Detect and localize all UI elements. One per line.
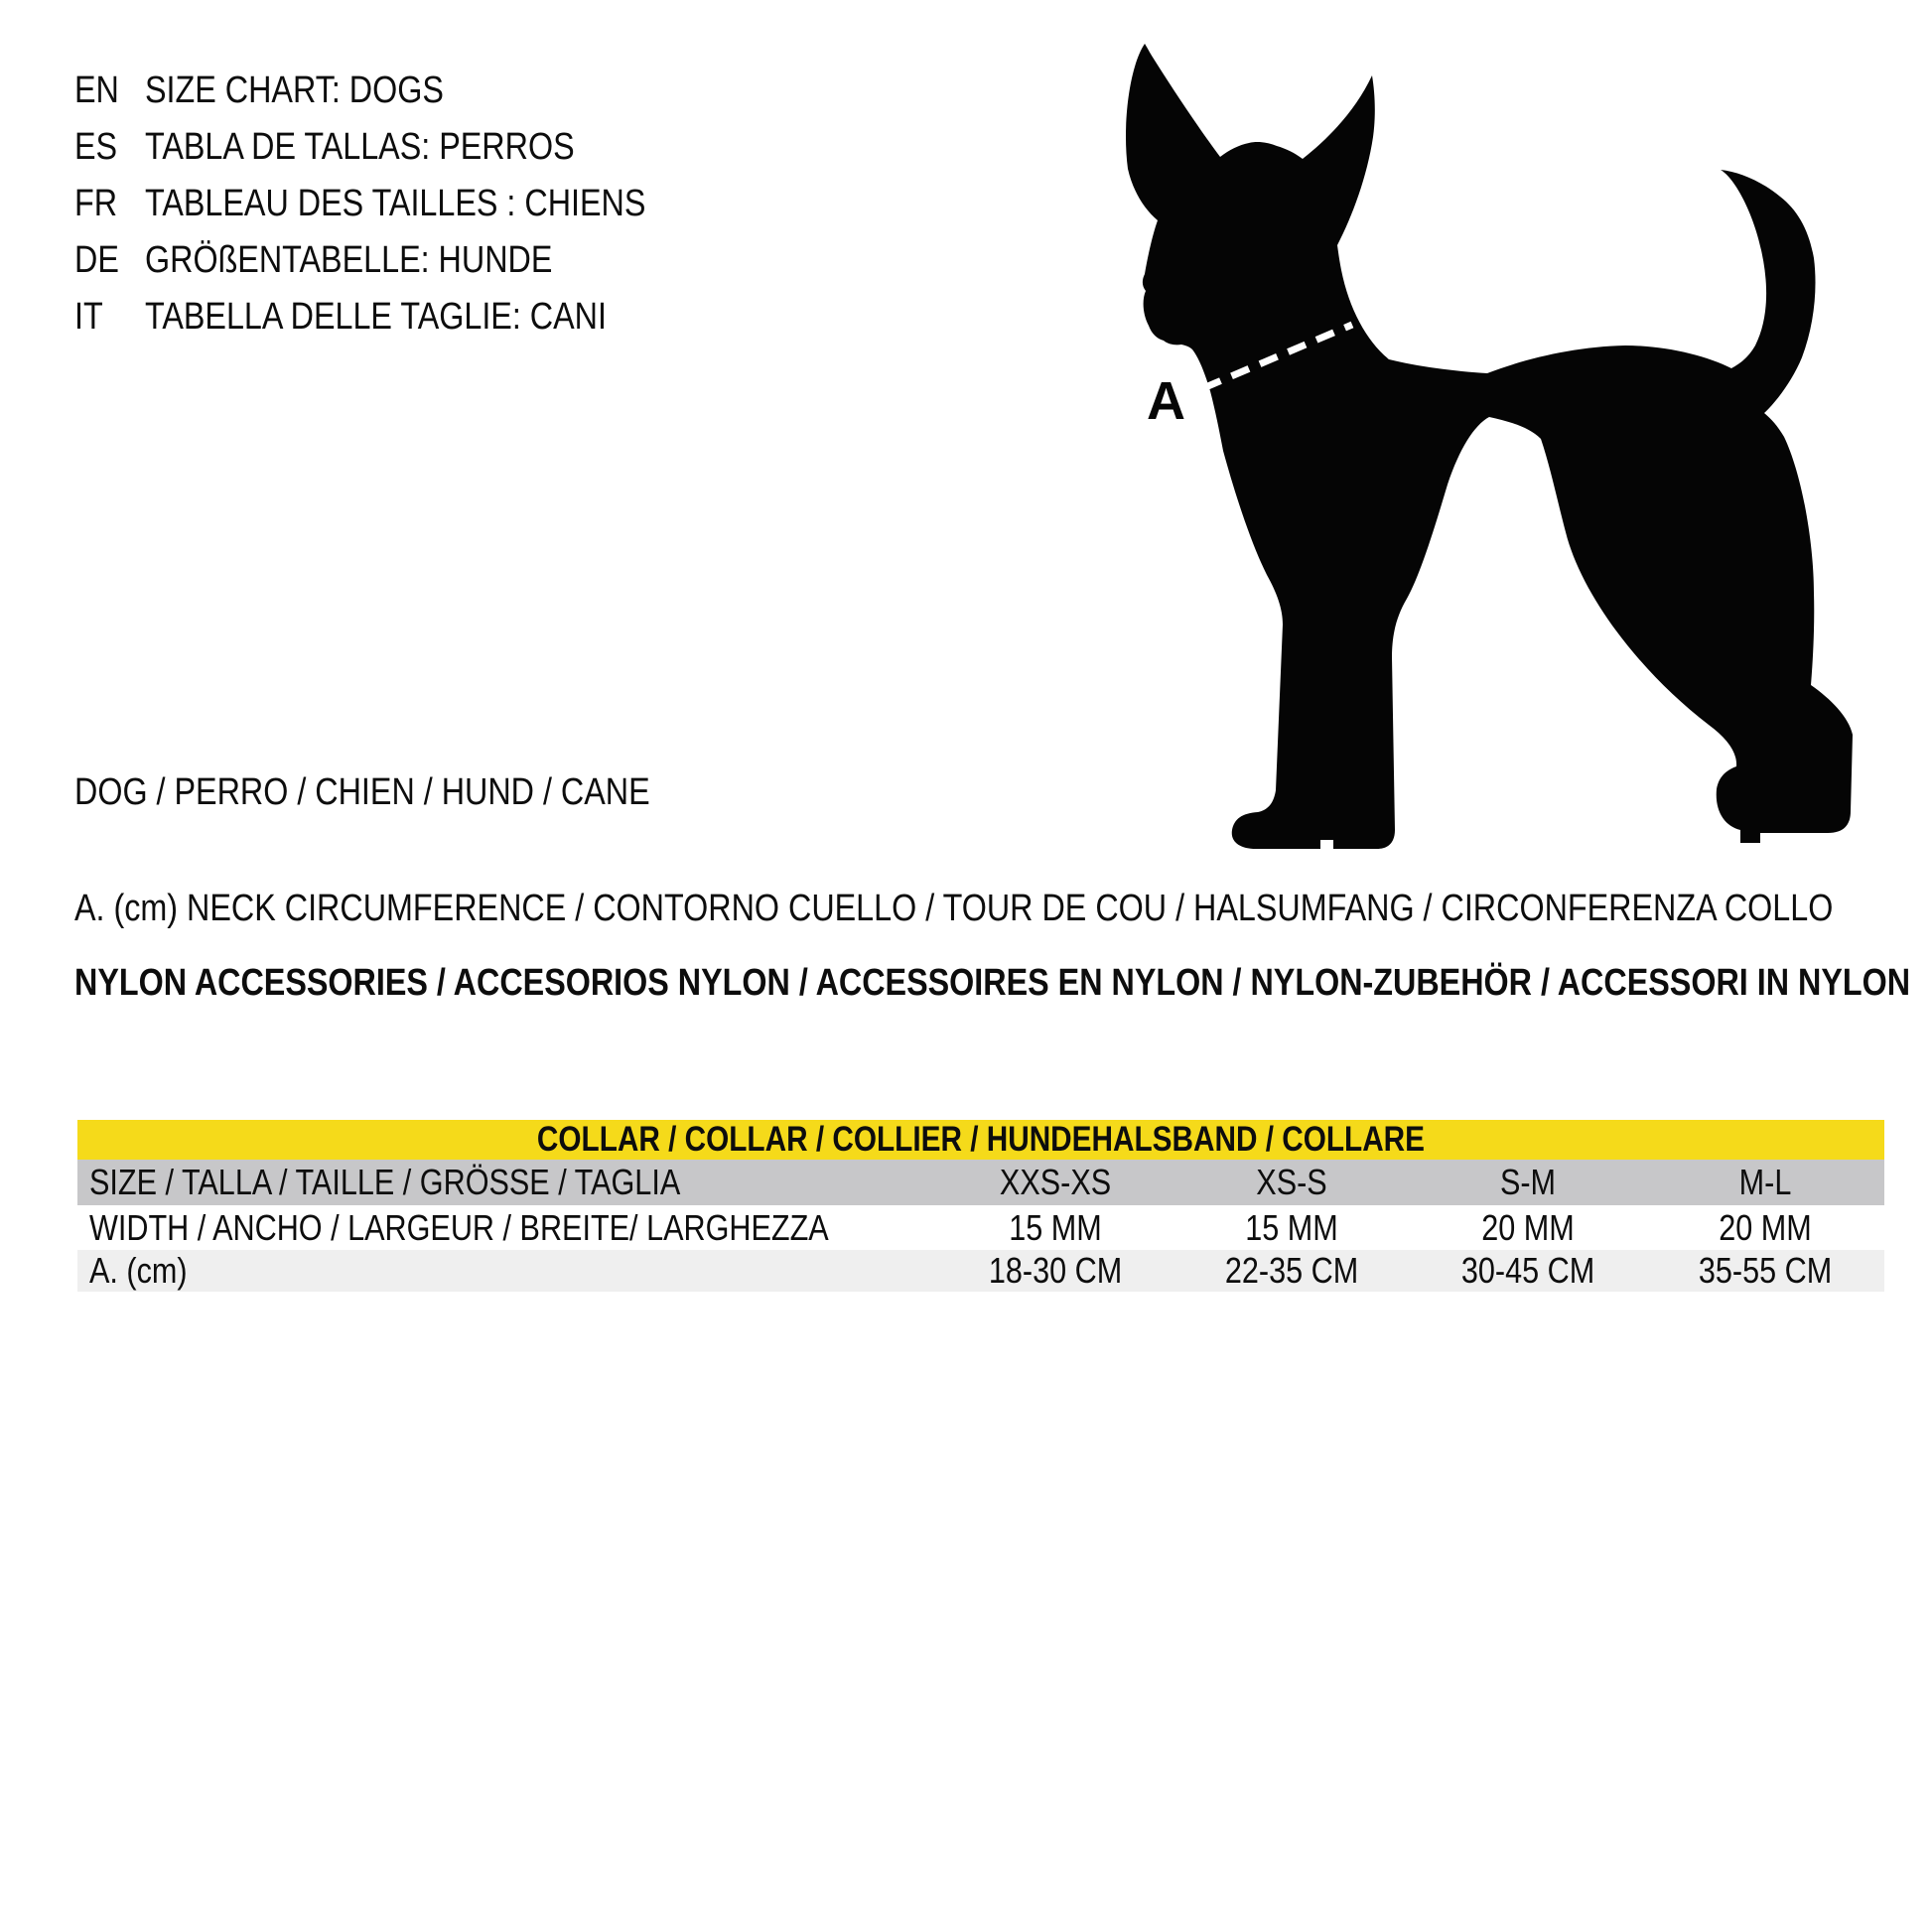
width-row-label: WIDTH / ANCHO / LARGEUR / BREITE/ LARGHEZZA	[89, 1206, 829, 1248]
lang-row-en	[74, 63, 734, 119]
table-row-width	[77, 1205, 1884, 1250]
measurement-note	[74, 886, 1932, 931]
lang-code-fr: FR	[74, 183, 118, 224]
size-value-3: S-M	[1499, 1162, 1557, 1202]
lang-row-es	[74, 119, 734, 176]
dog-caption	[74, 769, 752, 815]
material-note	[74, 959, 1932, 1007]
dog-caption-text: DOG / PERRO / CHIEN / HUND / CANE	[74, 771, 650, 813]
neck-value-4: 35-55 CM	[1698, 1250, 1833, 1291]
dog-silhouette-svg	[1092, 30, 1932, 864]
measurement-note-text: A. (cm) NECK CIRCUMFERENCE / CONTORNO CUELLO / TOUR DE COU / HALSUMFANG / CIRCONFERENZA COLLO	[74, 888, 1834, 929]
size-value-4: M-L	[1738, 1162, 1792, 1202]
neck-value-2: 22-35 CM	[1224, 1250, 1359, 1291]
table-row-size	[77, 1160, 1884, 1205]
lang-code-en: EN	[74, 69, 119, 111]
table-title-text: COLLAR / COLLAR / COLLIER / HUNDEHALSBAND / COLLARE	[536, 1120, 1426, 1159]
lang-row-it	[74, 289, 734, 345]
lang-code-de: DE	[74, 239, 119, 281]
lang-code-it: IT	[74, 296, 103, 338]
dog-silhouette	[1126, 44, 1853, 849]
lang-title-es: TABLA DE TALLAS: PERROS	[145, 126, 575, 168]
lang-title-fr: TABLEAU DES TAILLES : CHIENS	[145, 183, 646, 224]
lang-row-fr	[74, 176, 734, 232]
lang-title-de: GRÖßENTABELLE: HUNDE	[145, 239, 553, 281]
lang-row-de	[74, 232, 734, 289]
size-value-2: XS-S	[1256, 1162, 1327, 1202]
dog-figure	[1092, 30, 1932, 864]
size-row-label: SIZE / TALLA / TAILLE / GRÖSSE / TAGLIA	[89, 1162, 681, 1202]
collar-size-table	[77, 1120, 1884, 1292]
width-value-1: 15 MM	[1009, 1206, 1102, 1248]
neck-value-1: 18-30 CM	[988, 1250, 1123, 1291]
lang-code-es: ES	[74, 126, 118, 168]
width-value-2: 15 MM	[1245, 1206, 1338, 1248]
size-value-1: XXS-XS	[999, 1162, 1112, 1202]
lang-title-it: TABELLA DELLE TAGLIE: CANI	[145, 296, 607, 338]
table-row-neck	[77, 1250, 1884, 1292]
collar-marker-label: A	[1147, 371, 1185, 431]
width-value-4: 20 MM	[1719, 1206, 1812, 1248]
neck-value-3: 30-45 CM	[1460, 1250, 1595, 1291]
lang-title-en: SIZE CHART: DOGS	[145, 69, 444, 111]
language-legend	[74, 63, 734, 345]
width-value-3: 20 MM	[1481, 1206, 1575, 1248]
neck-row-label: A. (cm)	[89, 1250, 188, 1291]
table-title-band	[77, 1120, 1884, 1160]
material-note-text: NYLON ACCESSORIES / ACCESORIOS NYLON / ACCESSOIRES EN NYLON / NYLON-ZUBEHÖR / ACCESSORI IN NYLON	[74, 962, 1911, 1004]
